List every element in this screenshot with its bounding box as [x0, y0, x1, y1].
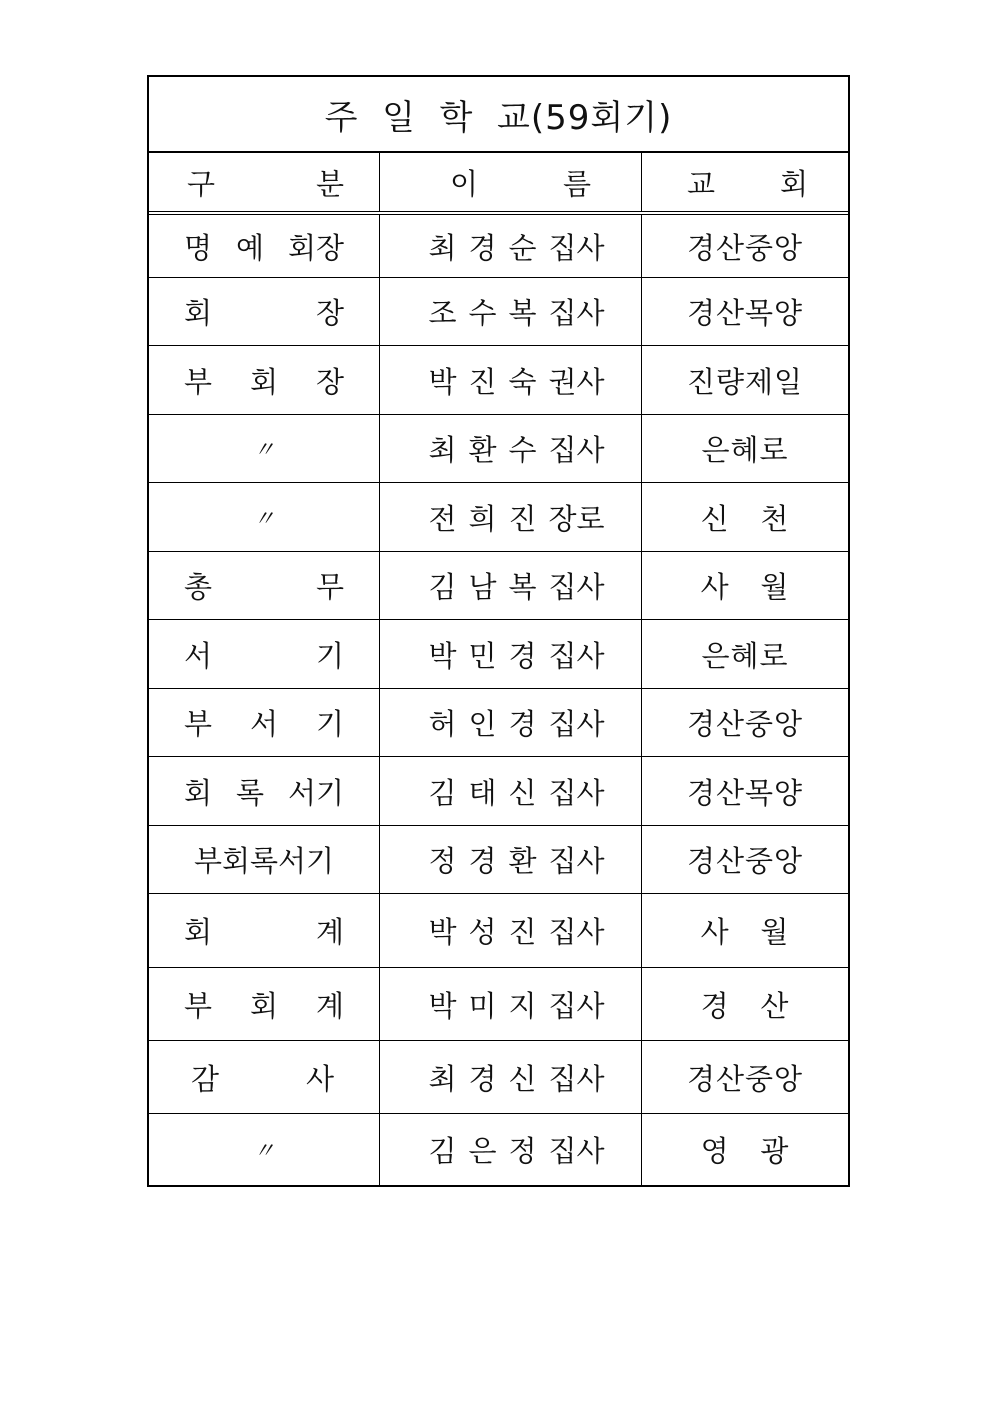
cell-division: [149, 1041, 380, 1113]
division-label-part: 회장: [287, 230, 344, 265]
cell-name: [380, 689, 642, 756]
person-name: 허인경: [428, 707, 549, 741]
church-name: 영 광: [700, 1134, 790, 1168]
division-label: 부회록서기: [193, 844, 335, 878]
person-title: 권사: [548, 364, 605, 399]
person-name: 전희진: [428, 501, 549, 536]
cell-division: [149, 278, 380, 345]
table-title: 주 일 학 교(59회기): [324, 97, 673, 138]
cell-church: [642, 894, 848, 967]
division-label-part: 서: [249, 707, 278, 741]
cell-church: [642, 552, 848, 619]
cell-name: [380, 1041, 642, 1113]
person-name: 박미지: [428, 988, 549, 1023]
person-name: 박민경: [428, 638, 549, 673]
person-title: 장로: [548, 501, 605, 536]
person-title: 집사: [548, 915, 605, 949]
church-name: 경산중앙: [686, 844, 804, 878]
cell-name: [380, 757, 642, 825]
table-row: [149, 1041, 848, 1114]
cell-church: [642, 757, 848, 825]
person-title: 집사: [548, 433, 605, 467]
table-row: [149, 968, 848, 1041]
cell-name: [380, 346, 642, 414]
header-church-part: 교: [687, 166, 716, 201]
cell-division: [149, 346, 380, 414]
division-label-part: 회: [184, 915, 213, 949]
table-title-row: [149, 77, 848, 153]
cell-church: [642, 278, 848, 345]
person-name: 김남복: [428, 570, 549, 604]
table-row: [149, 1114, 848, 1185]
header-row: [149, 153, 848, 215]
church-name: 사 월: [700, 570, 790, 604]
division-label-part: 서: [184, 638, 213, 673]
person-name: 박진숙: [428, 364, 549, 399]
division-label-part: 회: [249, 364, 278, 399]
church-name: 사 월: [700, 915, 790, 949]
cell-name: [380, 552, 642, 619]
person-title: 집사: [548, 1134, 605, 1168]
church-name: 경산중앙: [686, 707, 804, 741]
header-church: [642, 153, 848, 211]
cell-church: [642, 215, 848, 277]
person-title: 집사: [548, 1061, 605, 1096]
cell-division: [149, 620, 380, 688]
division-label-part: 기: [315, 638, 344, 673]
cell-name: [380, 1114, 642, 1185]
church-name: 경 산: [700, 988, 790, 1023]
table-row: [149, 689, 848, 757]
ditto-mark: 〃: [252, 506, 275, 532]
person-name: 정경환: [428, 844, 549, 878]
division-label-part: 계: [315, 915, 344, 949]
person-title: 집사: [548, 570, 605, 604]
person-name: 김은정: [428, 1134, 549, 1168]
person-title: 집사: [548, 844, 605, 878]
church-name: 신 천: [700, 501, 790, 536]
header-church-part: 회: [779, 166, 808, 201]
division-label-part: 서기: [287, 775, 344, 810]
division-label-part: 총: [184, 570, 213, 604]
division-label-part: 록: [235, 775, 264, 810]
division-label-part: 명: [184, 230, 213, 265]
cell-church: [642, 689, 848, 756]
cell-name: [380, 415, 642, 482]
cell-church: [642, 346, 848, 414]
person-name: 박성진: [428, 915, 549, 949]
table-row: [149, 215, 848, 278]
division-label-part: 부: [184, 364, 213, 399]
person-name: 조수복: [428, 296, 549, 330]
division-label-part: 계: [315, 988, 344, 1023]
table-row: [149, 894, 848, 968]
cell-church: [642, 415, 848, 482]
header-division-part: 구: [187, 166, 216, 201]
church-name: 진량제일: [686, 364, 804, 399]
person-name: 최환수: [428, 433, 549, 467]
cell-church: [642, 620, 848, 688]
division-label-part: 감: [191, 1061, 220, 1096]
cell-name: [380, 826, 642, 893]
division-label-part: 회: [184, 296, 213, 330]
ditto-mark: 〃: [252, 1139, 275, 1164]
cell-division: [149, 894, 380, 967]
table-row: [149, 757, 848, 826]
header-name: [380, 153, 642, 211]
person-title: 집사: [548, 230, 605, 265]
cell-division: [149, 415, 380, 482]
division-label-part: 무: [315, 570, 344, 604]
cell-church: [642, 1114, 848, 1185]
header-division: [149, 153, 380, 211]
person-title: 집사: [548, 707, 605, 741]
division-label-part: 회: [249, 988, 278, 1023]
division-label-part: 기: [315, 707, 344, 741]
cell-church: [642, 826, 848, 893]
division-label-part: 부: [184, 707, 213, 741]
table-row: [149, 346, 848, 415]
person-title: 집사: [548, 988, 605, 1023]
person-name: 최경순: [428, 230, 549, 265]
cell-division: [149, 483, 380, 551]
table-row: [149, 483, 848, 552]
division-label-part: 부: [184, 988, 213, 1023]
table-row: [149, 415, 848, 483]
cell-name: [380, 620, 642, 688]
table-row: [149, 278, 848, 346]
cell-division: [149, 1114, 380, 1185]
person-name: 최경신: [428, 1061, 549, 1096]
cell-church: [642, 483, 848, 551]
division-label-part: 장: [315, 296, 344, 330]
church-name: 경산목양: [686, 775, 804, 810]
table-body: [149, 215, 848, 1185]
header-name-part: 이: [450, 166, 479, 201]
church-name: 경산목양: [686, 296, 804, 330]
person-title: 집사: [548, 638, 605, 673]
ditto-mark: 〃: [252, 438, 275, 463]
cell-division: [149, 552, 380, 619]
person-title: 집사: [548, 775, 605, 810]
cell-division: [149, 215, 380, 277]
cell-name: [380, 278, 642, 345]
division-label-part: 장: [315, 364, 344, 399]
cell-division: [149, 757, 380, 825]
church-name: 경산중앙: [686, 1061, 804, 1096]
cell-name: [380, 968, 642, 1040]
person-name: 김태신: [428, 775, 549, 810]
cell-name: [380, 215, 642, 277]
cell-church: [642, 968, 848, 1040]
church-name: 경산중앙: [686, 230, 804, 265]
cell-division: [149, 826, 380, 893]
cell-church: [642, 1041, 848, 1113]
table-row: [149, 826, 848, 894]
church-name: 은혜로: [701, 638, 789, 673]
division-label-part: 회: [184, 775, 213, 810]
cell-name: [380, 483, 642, 551]
header-division-part: 분: [315, 166, 344, 201]
cell-division: [149, 689, 380, 756]
person-title: 집사: [548, 296, 605, 330]
table-row: [149, 552, 848, 620]
officers-table: [147, 75, 850, 1187]
cell-division: [149, 968, 380, 1040]
division-label-part: 사: [305, 1061, 334, 1096]
division-label-part: 예: [235, 230, 264, 265]
cell-name: [380, 894, 642, 967]
header-name-part: 름: [562, 166, 591, 201]
table-row: [149, 620, 848, 689]
church-name: 은혜로: [701, 433, 789, 467]
